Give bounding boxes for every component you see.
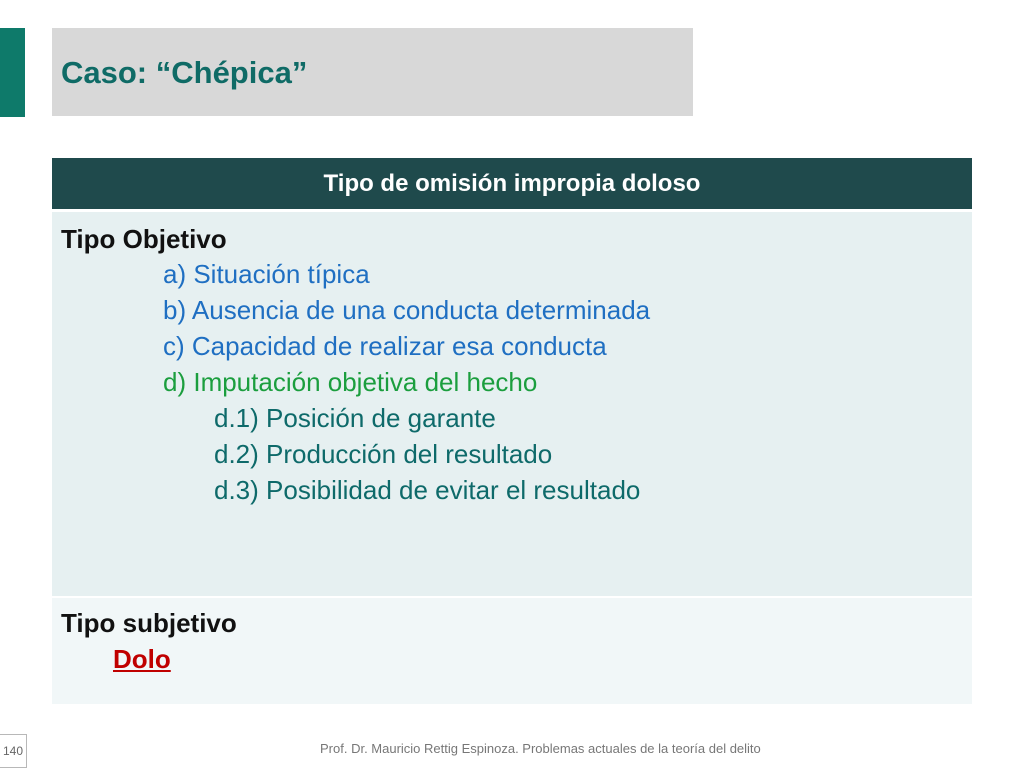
- tipo-objetivo-heading: Tipo Objetivo: [61, 224, 227, 254]
- title-box: [52, 28, 693, 116]
- accent-bar: [0, 28, 25, 117]
- slide-title: Caso: “Chépica”: [61, 55, 308, 90]
- list-item-imputacion-objetiva: d) Imputación objetiva del hecho: [163, 367, 538, 397]
- footer-credit: Prof. Dr. Mauricio Rettig Espinoza. Problemas actuales de la teoría del delito: [320, 741, 761, 756]
- row-tipo-objetivo: [52, 212, 972, 598]
- sub-item-produccion-resultado: d.2) Producción del resultado: [214, 439, 553, 469]
- page-number: 140: [2, 744, 24, 758]
- table-header-text: Tipo de omisión impropia doloso: [323, 169, 701, 197]
- list-item-situacion-tipica: a) Situación típica: [163, 259, 370, 289]
- list-item-capacidad-conducta: c) Capacidad de realizar esa conducta: [163, 331, 607, 361]
- sub-item-posibilidad-evitar: d.3) Posibilidad de evitar el resultado: [214, 475, 641, 505]
- table-header: [52, 158, 972, 212]
- sub-item-posicion-garante: d.1) Posición de garante: [214, 403, 496, 433]
- list-item-ausencia-conducta: b) Ausencia de una conducta determinada: [163, 295, 651, 325]
- row-tipo-subjetivo: [52, 598, 972, 704]
- dolo-label: Dolo: [113, 644, 171, 674]
- content-table: [52, 158, 972, 704]
- tipo-subjetivo-heading: Tipo subjetivo: [61, 608, 237, 638]
- page-number-box: [0, 734, 27, 768]
